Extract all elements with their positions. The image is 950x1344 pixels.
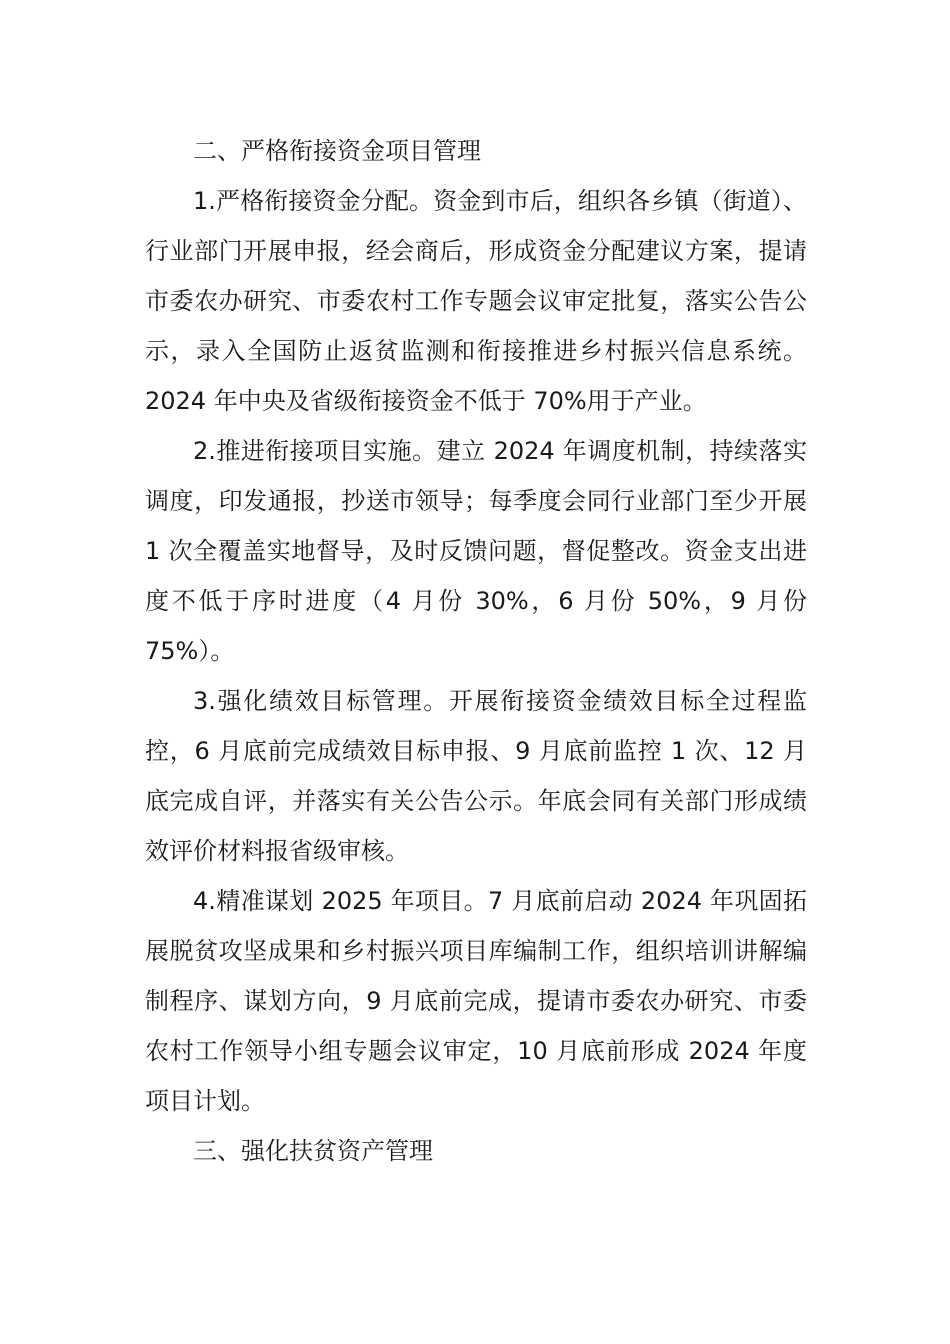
paragraph-performance-management: 3.强化绩效目标管理。开展衔接资金绩效目标全过程监控，6 月底前完成绩效目标申报、9 月底前监控 1 次、12 月底完成自评，并落实有关公告公示。年底会同有关部门形成绩效评价材料报省级审核。 xyxy=(145,687,807,865)
paragraph-fund-allocation: 1.严格衔接资金分配。资金到市后，组织各乡镇（街道）、行业部门开展申报，经会商后，形成资金分配建议方案，提请市委农办研究、市委农村工作专题会议审定批复，落实公告公示，录入全国防止返贫监测和衔接推进乡村振兴信息系统。2024 年中央及省级衔接资金不低于 70%用于产业。 xyxy=(145,187,807,415)
paragraph-project-planning: 4.精准谋划 2025 年项目。7 月底前启动 2024 年巩固拓展脱贫攻坚成果和乡村振兴项目库编制工作，组织培训讲解编制程序、谋划方向，9 月底前完成，提请市委农办研究、市委农村工作领导小组专题会议审定，10 月底前形成 2024 年度项目计划。 xyxy=(145,887,807,1115)
document-body xyxy=(145,126,807,1176)
section-heading-3: 三、强化扶贫资产管理 xyxy=(193,1137,433,1165)
section-heading-2: 二、严格衔接资金项目管理 xyxy=(193,137,481,165)
paragraph-project-implementation: 2.推进衔接项目实施。建立 2024 年调度机制，持续落实调度，印发通报，抄送市领导；每季度会同行业部门至少开展 1 次全覆盖实地督导，及时反馈问题，督促整改。资金支出进度不低于序时进度（4 月份 30%，6 月份 50%，9 月份 75%）。 xyxy=(145,437,807,665)
